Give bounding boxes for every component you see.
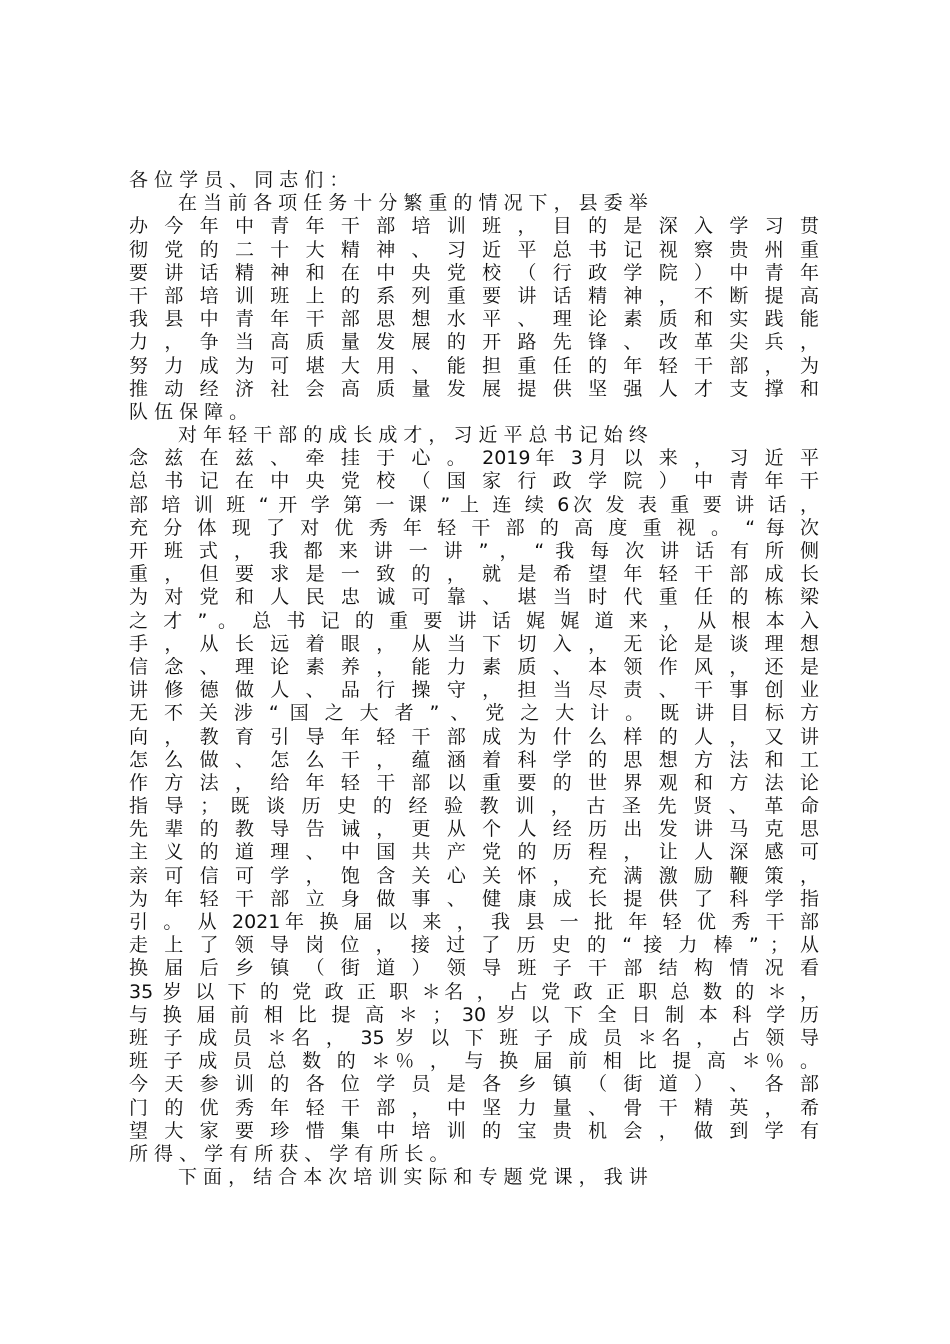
text-line: 要 讲 话 精 神 和 在 中 央 党 校 （ 行 政 学 院 ） 中 青 年 (129, 261, 819, 284)
text-line: 力 ， 争 当 高 质 量 发 展 的 开 路 先 锋 、 改 革 尖 兵 ， (129, 331, 819, 354)
text-line: 引 。 从 2021年 换 届 以 来 ， 我 县 一 批 年 轻 优 秀 干 部 (129, 911, 819, 933)
text-line: 换 届 后 乡 镇 （ 街 道 ） 领 导 班 子 干 部 结 构 情 况 看 (129, 957, 819, 980)
text-line: 班 子 成 员 总 数 的 ＊％ ， 与 换 届 前 相 比 提 高 ＊％ 。 (129, 1050, 819, 1073)
text-line: 手 ， 从 长 远 着 眼 ， 从 当 下 切 入 ， 无 论 是 谈 理 想 (129, 632, 819, 655)
text-line: 充 分 体 现 了 对 优 秀 年 轻 干 部 的 高 度 重 视 。 “ 每 次 (129, 516, 819, 539)
text-line: 总 书 记 在 中 央 党 校 （ 国 家 行 政 学 院 ） 中 青 年 干 (129, 470, 819, 493)
text-line: 主 义 的 道 理 、 中 国 共 产 党 的 历 程 ， 让 人 深 感 可 (129, 841, 819, 864)
text-line: 干 部 培 训 班 上 的 系 列 重 要 讲 话 精 神 ， 不 断 提 高 (129, 284, 819, 307)
text-line: 开 班 式 ， 我 都 来 讲 一 讲 ” ， “ 我 每 次 讲 话 有 所 侧 (129, 540, 819, 562)
text-line: 作 方 法 ， 给 年 轻 干 部 以 重 要 的 世 界 观 和 方 法 论 (129, 771, 819, 794)
text-line: 与 换 届 前 相 比 提 高 ＊ ； 30 岁 以 下 全 日 制 本 科 学 历 (129, 1003, 819, 1026)
salutation-line: 各 位 学 员 、 同 志 们 ： (129, 169, 349, 191)
text-line: 走 上 了 领 导 岗 位 ， 接 过 了 历 史 的 “ 接 力 棒 ” ； 从 (129, 934, 819, 957)
text-line: 指 导 ； 既 谈 历 史 的 经 验 教 训 ， 古 圣 先 贤 、 革 命 (129, 795, 819, 818)
text-line: 今 天 参 训 的 各 位 学 员 是 各 乡 镇 （ 街 道 ） 、 各 部 (129, 1073, 819, 1096)
document-body (129, 169, 819, 1189)
text-line: 之 才 ” 。 总 书 记 的 重 要 讲 话 娓 娓 道 来 ， 从 根 本 入 (129, 609, 819, 632)
text-line: 怎 么 做 、 怎 么 干 ， 蕴 涵 着 科 学 的 思 想 方 法 和 工 (129, 748, 819, 771)
text-line: 望 大 家 要 珍 惜 集 中 培 训 的 宝 贵 机 会 ， 做 到 学 有 (129, 1119, 819, 1142)
text-line: 讲 修 德 做 人 、 品 行 操 守 ， 担 当 尽 责 、 干 事 创 业 (129, 679, 819, 702)
text-line: 班 子 成 员 ＊名 ， 35 岁 以 下 班 子 成 员 ＊名 ， 占 领 导 (129, 1026, 819, 1049)
text-line: 下 面 ， 结 合 本 次 培 训 实 际 和 专 题 党 课 ， 我 讲 (178, 1166, 648, 1189)
text-line: 为 年 轻 干 部 立 身 做 事 、 健 康 成 长 提 供 了 科 学 指 (129, 887, 819, 910)
text-line: 亲 可 信 可 学 ， 饱 含 关 心 关 怀 ， 充 满 激 励 鞭 策 ， (129, 864, 819, 887)
text-line: 先 辈 的 教 导 告 诫 ， 更 从 个 人 经 历 出 发 讲 马 克 思 (129, 818, 819, 841)
text-line: 念 兹 在 兹 、 牵 挂 于 心 。 2019年 3月 以 来 ， 习 近 平 (129, 447, 819, 470)
text-line: 门 的 优 秀 年 轻 干 部 ， 中 坚 力 量 、 骨 干 精 英 ， 希 (129, 1096, 819, 1119)
text-line: 所 得 、 学 有 所 获 、 学 有 所 长 。 (129, 1142, 449, 1165)
text-line: 35 岁 以 下 的 党 政 正 职 ＊名 ， 占 党 政 正 职 总 数 的 ＊ ， (129, 980, 819, 1003)
text-line: 彻 党 的 二 十 大 精 神 、 习 近 平 总 书 记 视 察 贵 州 重 (129, 238, 819, 261)
text-line: 队 伍 保 障 。 (129, 400, 249, 423)
text-line: 向 ， 教 育 引 导 年 轻 干 部 成 为 什 么 样 的 人 ， 又 讲 (129, 725, 819, 748)
text-line: 办 今 年 中 青 年 干 部 培 训 班 ， 目 的 是 深 入 学 习 贯 (129, 215, 819, 238)
text-line: 我 县 中 青 年 干 部 思 想 水 平 、 理 论 素 质 和 实 践 能 (129, 308, 819, 331)
text-line: 努 力 成 为 可 堪 大 用 、 能 担 重 任 的 年 轻 干 部 ， 为 (129, 354, 819, 377)
text-line: 为 对 党 和 人 民 忠 诚 可 靠 、 堪 当 时 代 重 任 的 栋 梁 (129, 586, 819, 609)
text-line: 重 ， 但 要 求 是 一 致 的 ， 就 是 希 望 年 轻 干 部 成 长 (129, 563, 819, 586)
text-line: 部 培 训 班 “ 开 学 第 一 课 ” 上 连 续 6次 发 表 重 要 讲 话 ， (129, 493, 819, 516)
text-line: 对 年 轻 干 部 的 成 长 成 才 ， 习 近 平 总 书 记 始 终 (178, 424, 648, 447)
text-line: 推 动 经 济 社 会 高 质 量 发 展 提 供 坚 强 人 才 支 撑 和 (129, 377, 819, 400)
text-line: 无 不 关 涉 “ 国 之 大 者 ” 、 党 之 大 计 。 既 讲 目 标 方 (129, 702, 819, 725)
text-line: 在 当 前 各 项 任 务 十 分 繁 重 的 情 况 下 ， 县 委 举 (178, 192, 648, 215)
text-line: 信 念 、 理 论 素 养 ， 能 力 素 质 、 本 领 作 风 ， 还 是 (129, 655, 819, 678)
